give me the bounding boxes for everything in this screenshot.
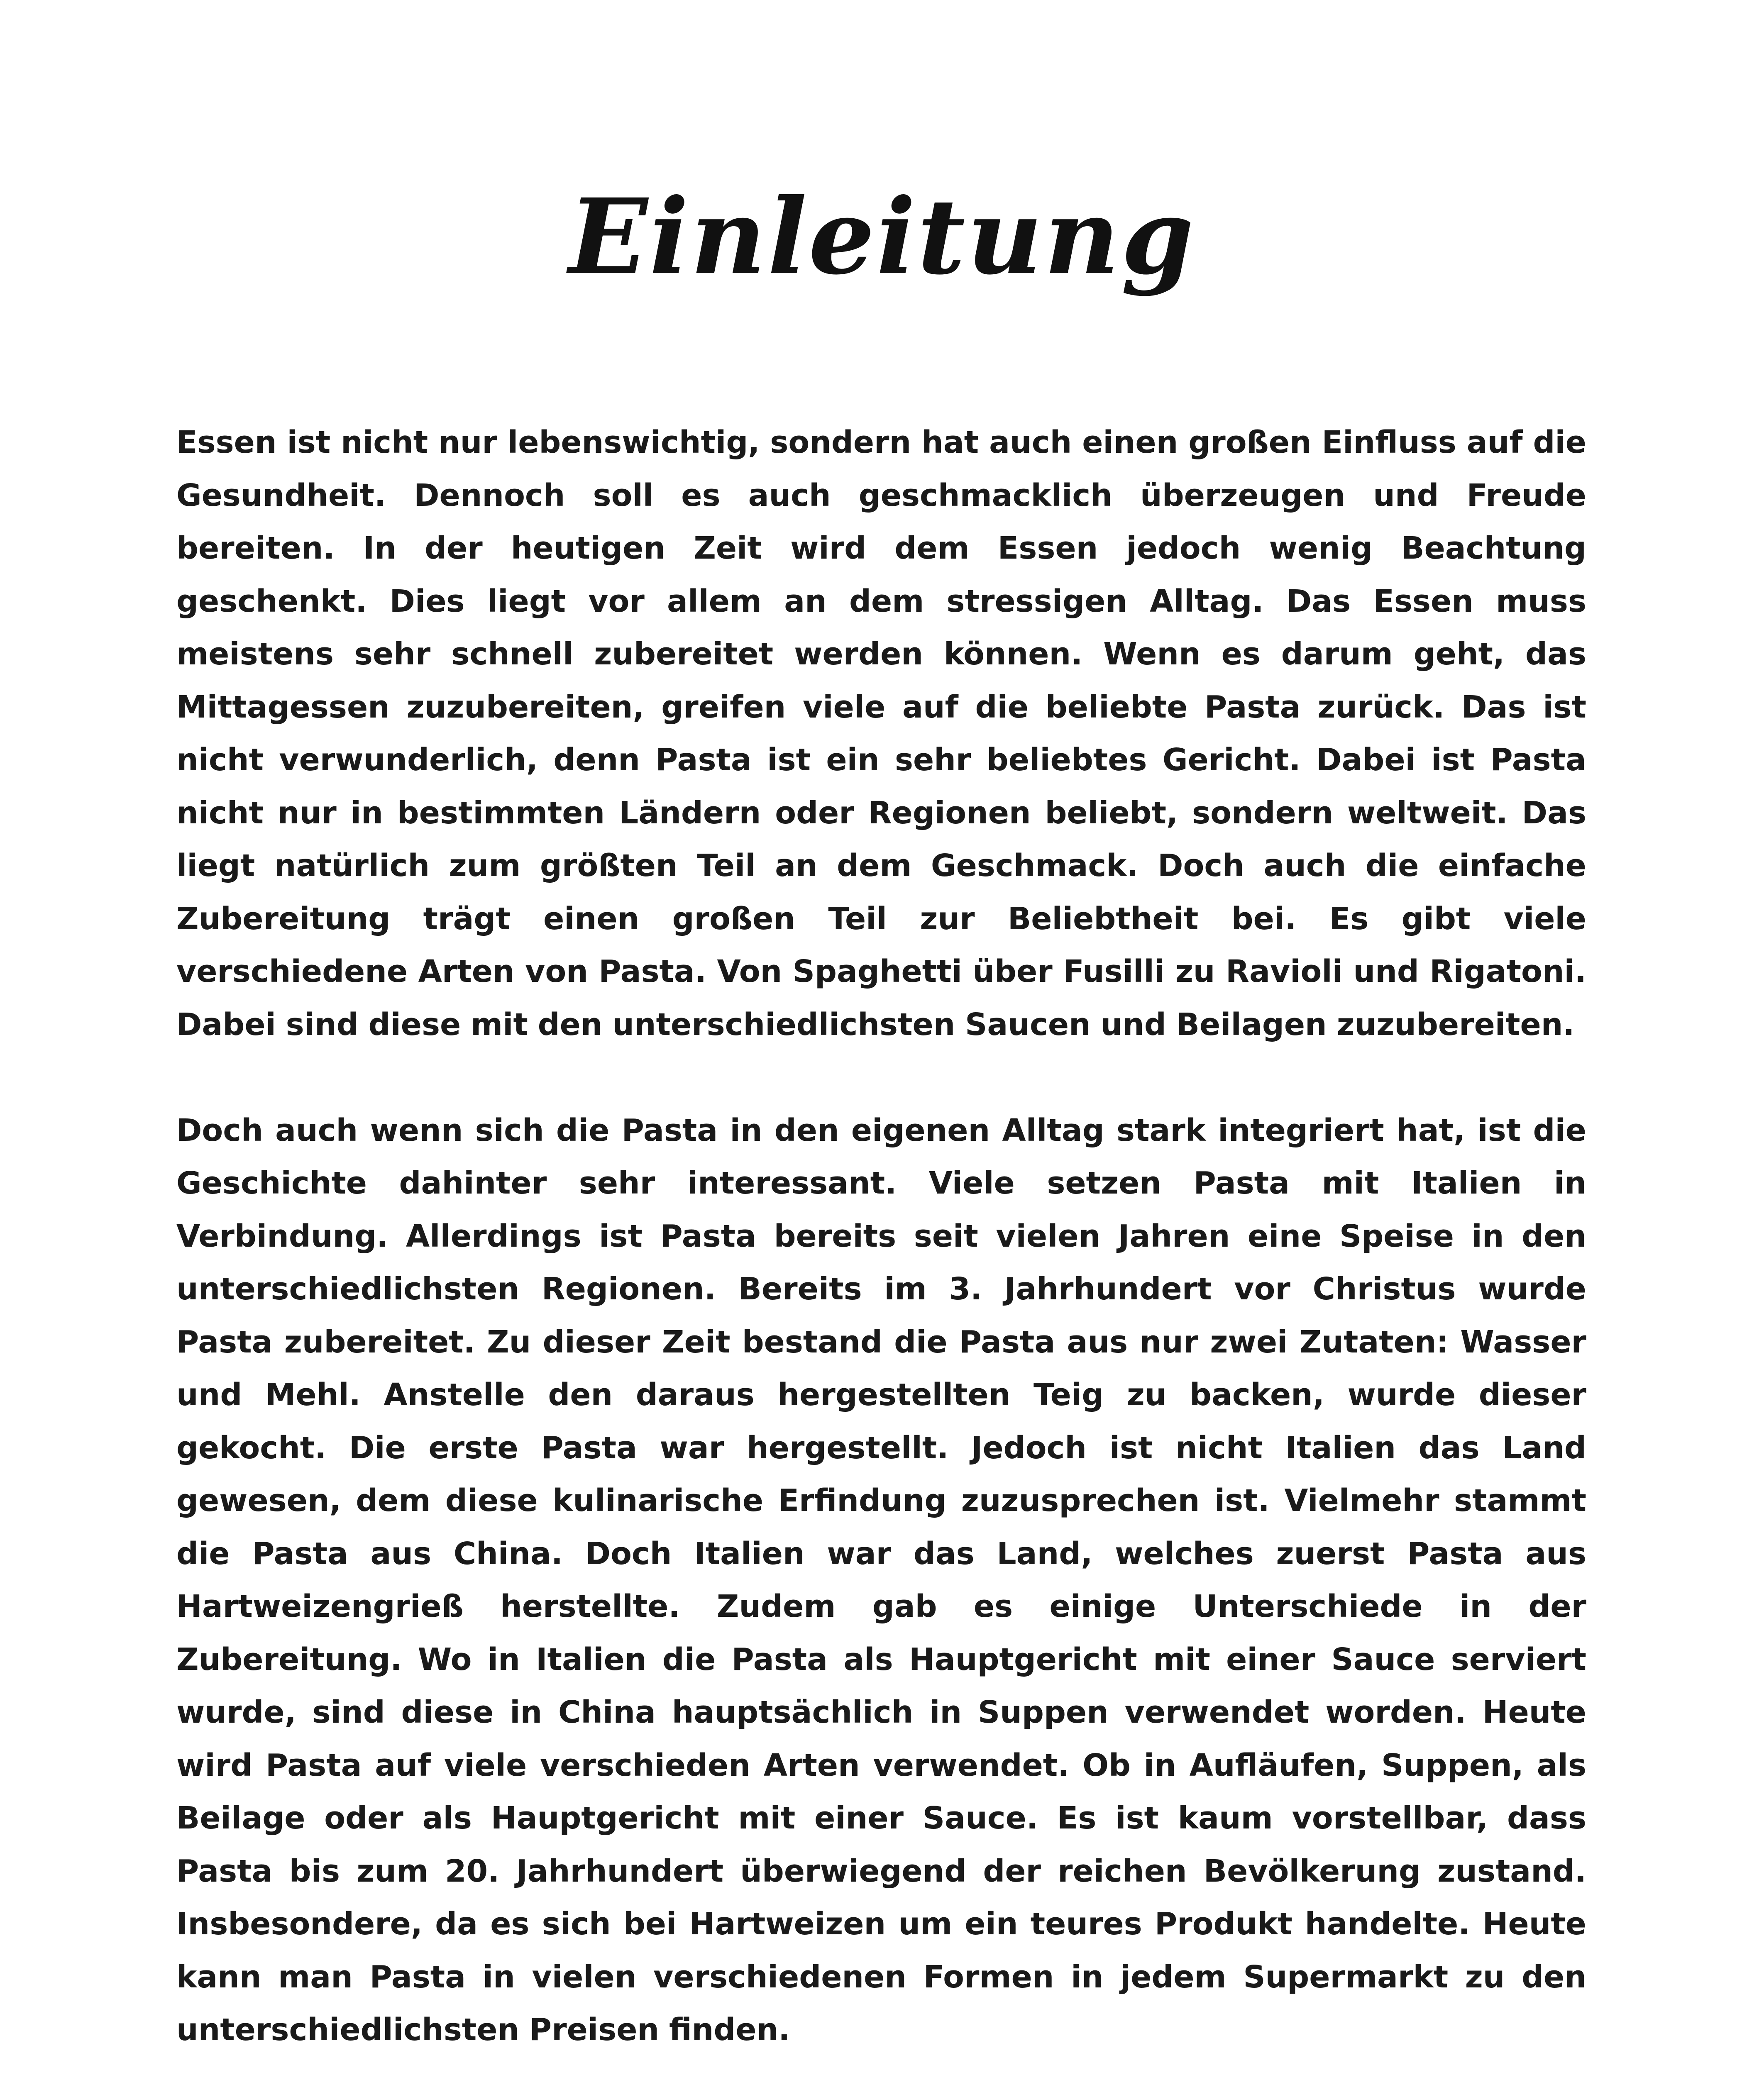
paragraph-history: Doch auch wenn sich die Pasta in den eigenen Alltag stark integriert hat, ist die Geschichte dahinter sehr interessant. Viele setzen Pasta mit Italien in Verbindung. Allerdings ist Pasta bereits seit vielen Jahren eine Speise in den unterschiedlichsten Regionen. Bereits im 3. Jahrhundert vor Christus wurde Pasta zubereitet. Zu dieser Zeit bestand die Pasta aus nur zwei Zutaten: Wasser und Mehl. Anstelle den daraus hergestellten Teig zu backen, wurde dieser gekocht. Die erste Pasta war hergestellt. Jedoch ist nicht Italien das Land gewesen, dem diese kulinarische Erfindung zuzusprechen ist. Vielmehr stammt die Pasta aus China. Doch Italien war das Land, welches zuerst Pasta aus Hartweizengrieß herstellte. Zudem gab es einige Unterschiede in der Zubereitung. Wo in Italien die Pasta als Hauptgericht mit einer Sauce serviert wurde, sind diese in China hauptsächlich in Suppen verwendet worden. Heute wird Pasta auf viele verschieden Arten verwendet. Ob in Aufläufen, Suppen, als Beilage oder als Hauptgericht mit einer Sauce. Es ist kaum vorstellbar, dass Pasta bis zum 20. Jahrhundert überwiegend der reichen Bevölkerung zustand. Insbesondere, da es sich bei Hartweizen um ein teures Produkt handelte. Heute kann man Pasta in vielen verschiedenen Formen in jedem Supermarkt zu den unterschiedlichsten Preisen finden.	[176, 1112, 1586, 2048]
paragraph-intro: Essen ist nicht nur lebenswichtig, sondern hat auch einen großen Einfluss auf die Gesundheit. Dennoch soll es auch geschmacklich überzeugen und Freude bereiten. In der heutigen Zeit wird dem Essen jedoch wenig Beachtung geschenkt. Dies liegt vor allem an dem stressigen Alltag. Das Essen muss meistens sehr schnell zubereitet werden können. Wenn es darum geht, das Mittagessen zuzubereiten, greifen viele auf die beliebte Pasta zurück. Das ist nicht verwunderlich, denn Pasta ist ein sehr beliebtes Gericht. Dabei ist Pasta nicht nur in bestimmten Ländern oder Regionen beliebt, sondern weltweit. Das liegt natürlich zum größten Teil an dem Geschmack. Doch auch die einfache Zubereitung trägt einen großen Teil zur Beliebtheit bei. Es gibt viele verschiedene Arten von Pasta. Von Spaghetti über Fusilli zu Ravioli und Rigatoni. Dabei sind diese mit den unterschiedlichsten Saucen und Beilagen zuzubereiten.	[176, 425, 1586, 1042]
body-text	[176, 416, 1586, 2057]
page-title: Einleitung	[568, 176, 1196, 298]
